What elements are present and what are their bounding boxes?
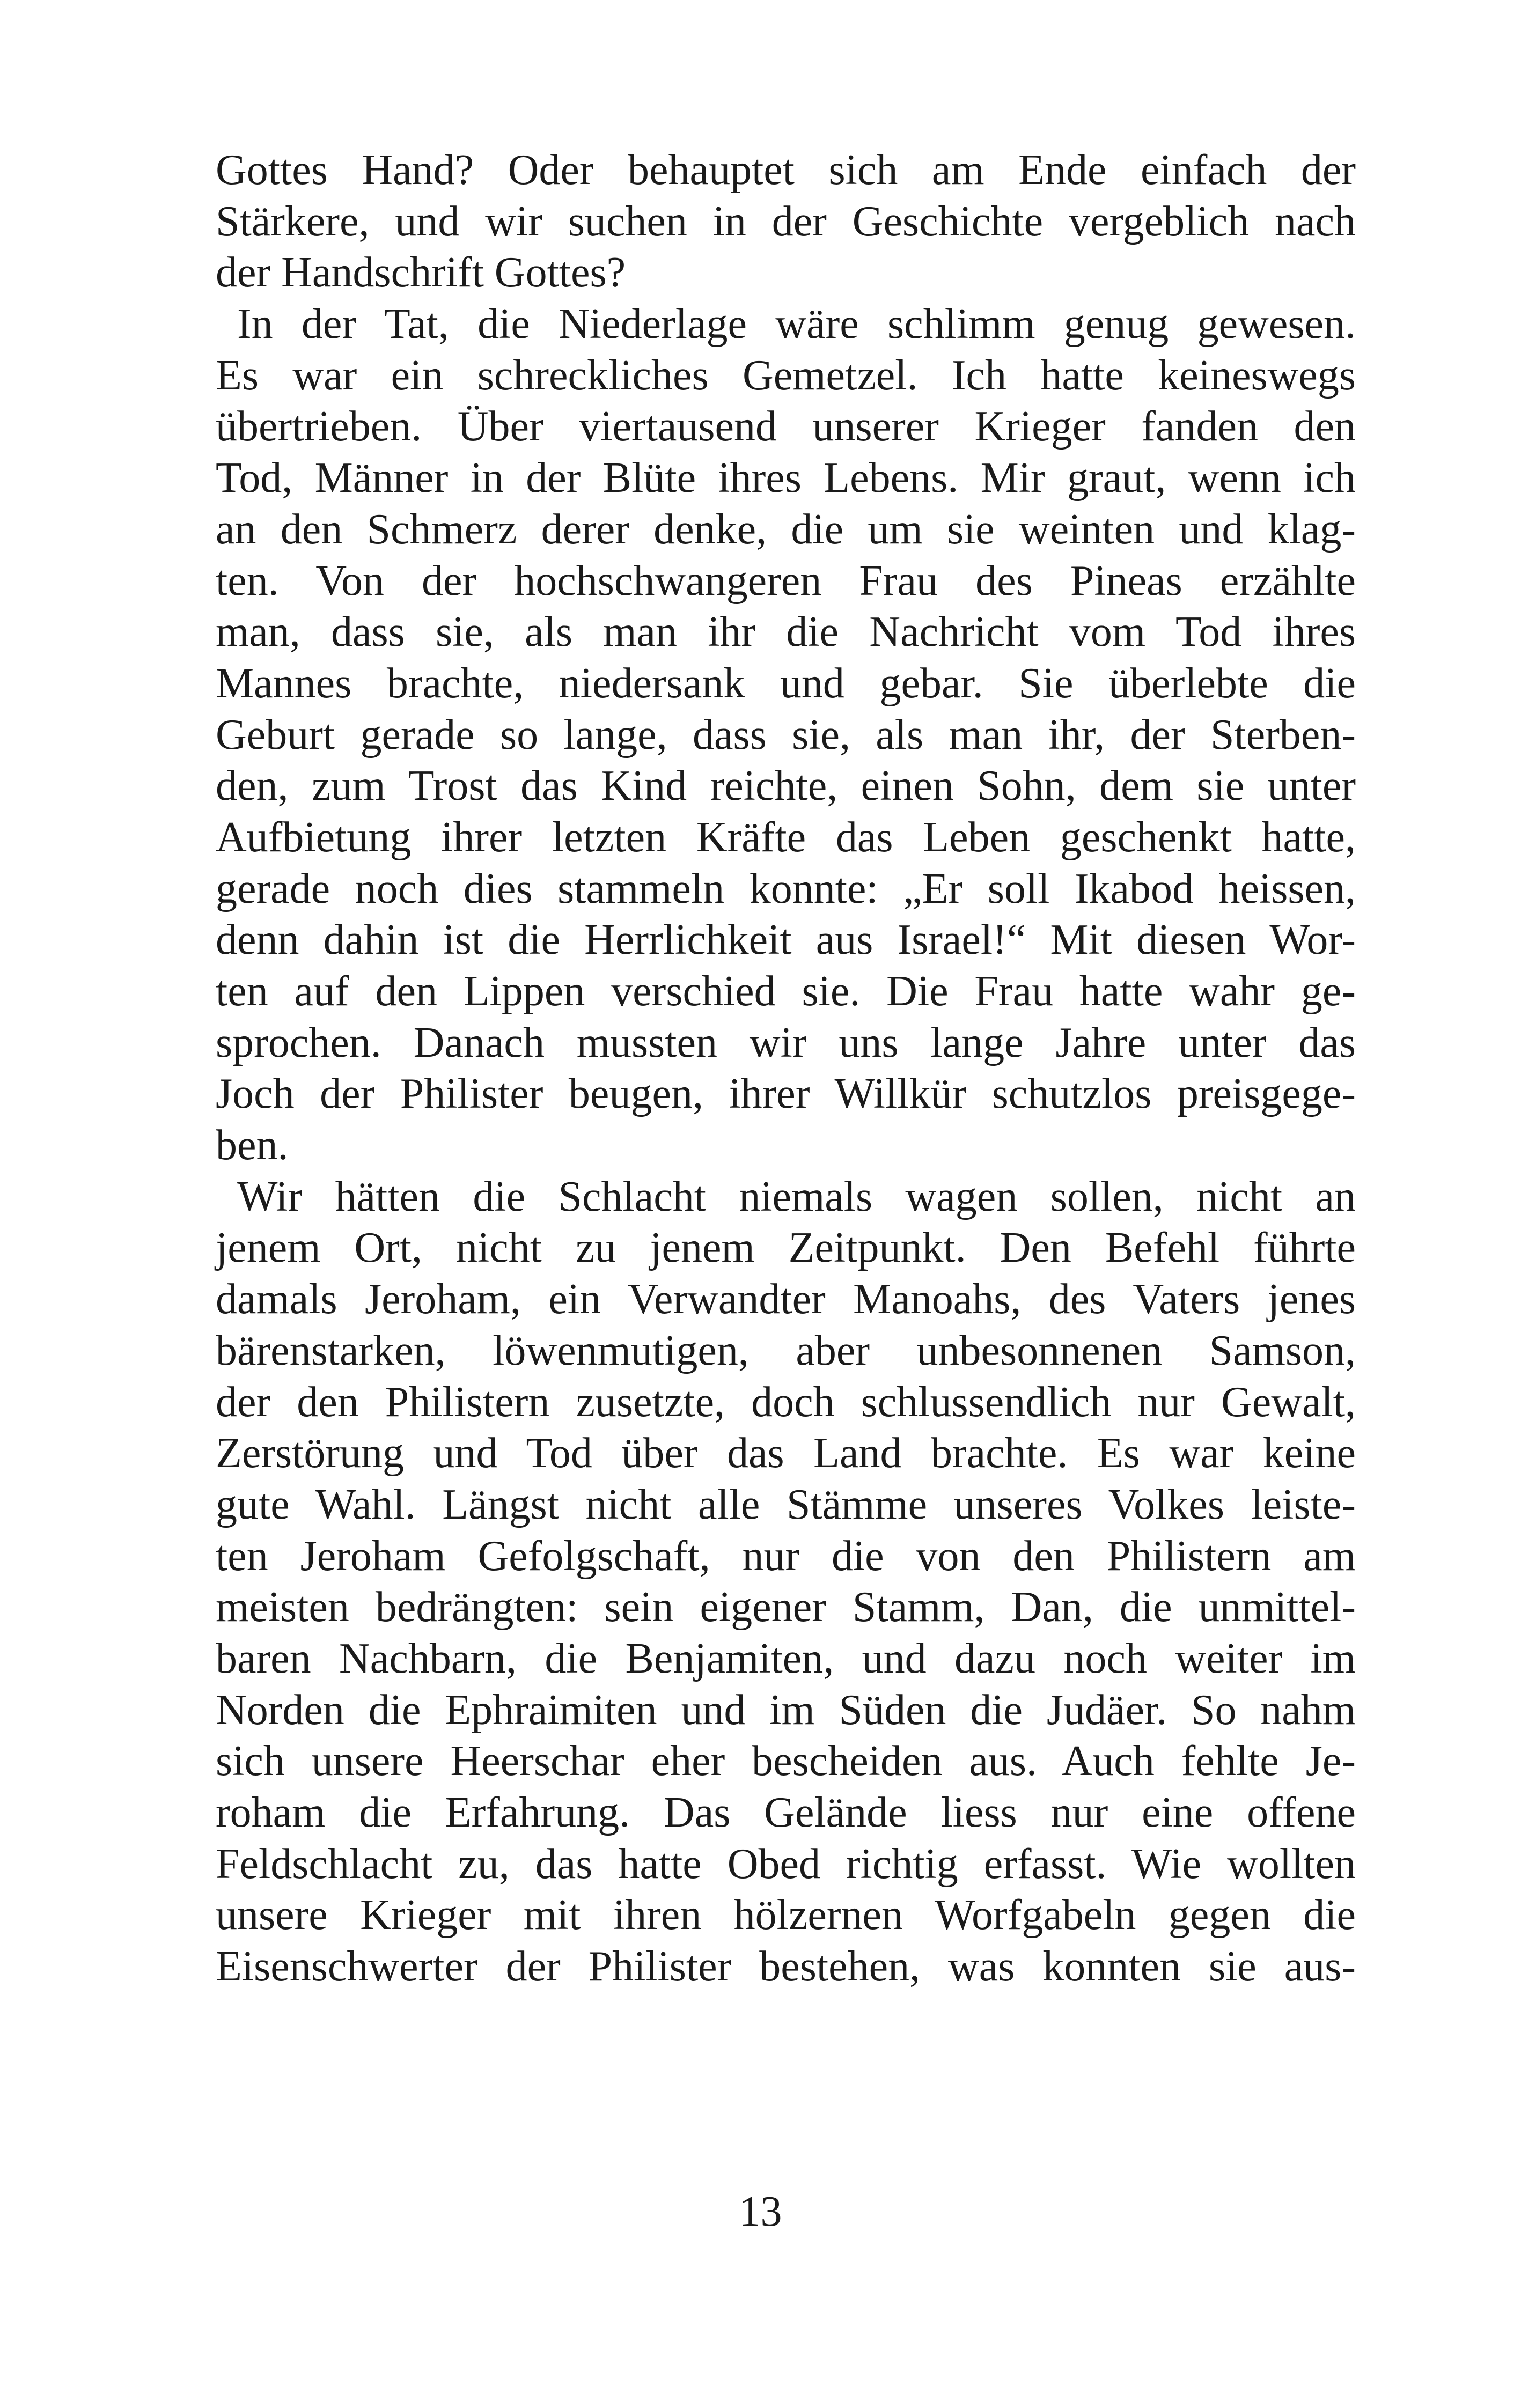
text-line: ben. [216, 1122, 289, 1169]
text-line: ten auf den Lippen verschied sie. Die Frau hatte wahr ge- [216, 968, 1356, 1015]
text-line: den, zum Trost das Kind reichte, einen Sohn, dem sie unter [216, 762, 1356, 810]
text-line: jenem Ort, nicht zu jenem Zeitpunkt. Den Befehl führte [216, 1224, 1356, 1272]
paragraph [216, 1172, 1356, 1993]
text-line: Norden die Ephraimiten und im Süden die Judäer. So nahm [216, 1686, 1356, 1734]
text-line: damals Jeroham, ein Verwandter Manoahs, des Vaters jenes [216, 1276, 1356, 1323]
text-line: gerade noch dies stammeln konnte: „Er soll Ikabod heissen, [216, 865, 1356, 912]
paragraph [216, 299, 1356, 1172]
text-line: ten Jeroham Gefolgschaft, nur die von den Philistern am [216, 1532, 1356, 1580]
text-line: Mannes brachte, niedersank und gebar. Sie überlebte die [216, 659, 1356, 707]
text-line: der Handschrift Gottes? [216, 249, 626, 297]
text-line: bärenstarken, löwenmutigen, aber unbesonnenen Samson, [216, 1327, 1356, 1374]
text-line: ten. Von der hochschwangeren Frau des Pineas erzählte [216, 557, 1356, 605]
text-line: gute Wahl. Längst nicht alle Stämme unseres Volkes leiste- [216, 1481, 1356, 1528]
body-text [216, 145, 1356, 1993]
text-line: an den Schmerz derer denke, die um sie weinten und klag- [216, 505, 1356, 553]
text-line: der den Philistern zusetzte, doch schlussendlich nur Gewalt, [216, 1378, 1356, 1426]
text-line: Tod, Männer in der Blüte ihres Lebens. Mir graut, wenn ich [216, 454, 1356, 502]
text-line: sprochen. Danach mussten wir uns lange Jahre unter das [216, 1019, 1356, 1066]
text-line: Feldschlacht zu, das hatte Obed richtig erfasst. Wie wollten [216, 1840, 1356, 1888]
text-line: baren Nachbarn, die Benjamiten, und dazu noch weiter im [216, 1634, 1356, 1682]
text-line: übertrieben. Über viertausend unserer Krieger fanden den [216, 403, 1356, 451]
text-line: roham die Erfahrung. Das Gelände liess nur eine offene [216, 1789, 1356, 1836]
text-line: Geburt gerade so lange, dass sie, als man ihr, der Sterben- [216, 711, 1356, 759]
text-line: Aufbietung ihrer letzten Kräfte das Leben geschenkt hatte, [216, 813, 1356, 861]
text-line: Eisenschwerter der Philister bestehen, was konnten sie aus- [216, 1943, 1356, 1991]
text-line: Joch der Philister beugen, ihrer Willkür schutzlos preisgege- [216, 1070, 1356, 1118]
text-line: denn dahin ist die Herrlichkeit aus Israel!“ Mit diesen Wor- [216, 916, 1356, 964]
page-number: 13 [739, 2188, 782, 2235]
paragraph [216, 145, 1356, 299]
text-line: man, dass sie, als man ihr die Nachricht vom Tod ihres [216, 608, 1356, 656]
text-line: In der Tat, die Niederlage wäre schlimm genug gewesen. [237, 300, 1356, 348]
text-line: Wir hätten die Schlacht niemals wagen sollen, nicht an [237, 1173, 1356, 1220]
text-line: Zerstörung und Tod über das Land brachte. Es war keine [216, 1430, 1356, 1477]
text-line: Stärkere, und wir suchen in der Geschichte vergeblich nach [216, 197, 1356, 245]
text-line: Es war ein schreckliches Gemetzel. Ich hatte keineswegs [216, 351, 1356, 399]
text-line: unsere Krieger mit ihren hölzernen Worfgabeln gegen die [216, 1891, 1356, 1939]
text-line: meisten bedrängten: sein eigener Stamm, Dan, die unmittel- [216, 1584, 1356, 1631]
text-line: sich unsere Heerschar eher bescheiden aus. Auch fehlte Je- [216, 1737, 1356, 1785]
text-line: Gottes Hand? Oder behauptet sich am Ende einfach der [216, 146, 1356, 194]
